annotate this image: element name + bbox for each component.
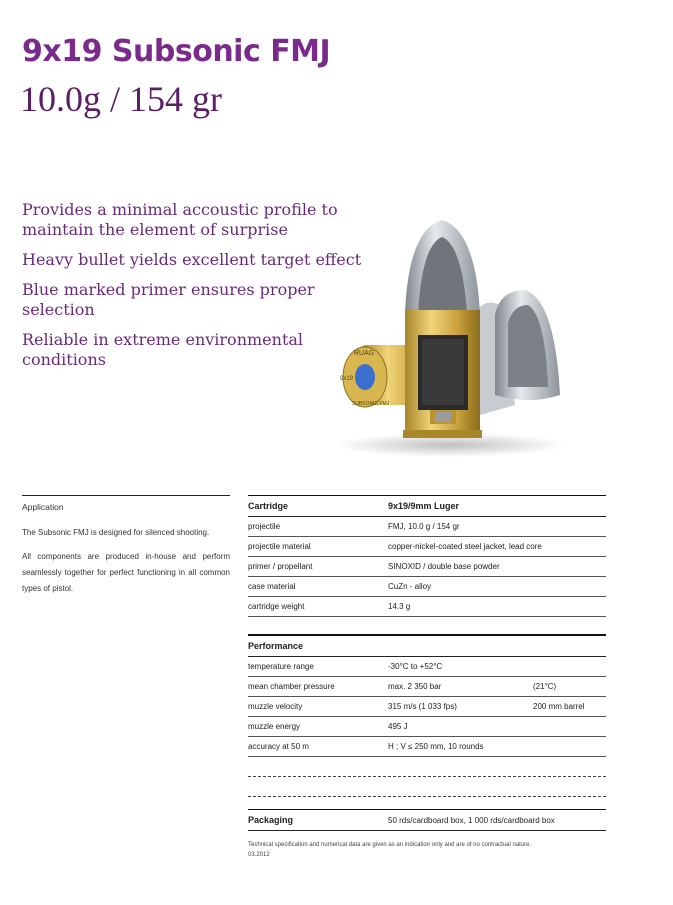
- spec-label: accuracy at 50 m: [248, 742, 309, 751]
- spec-value: -30°C to +52°C: [388, 662, 443, 671]
- table-row: [248, 597, 606, 617]
- spec-value: copper-nickel-coated steel jacket, lead core: [388, 542, 542, 551]
- headstamp-text: SUBSONIC FMJ: [352, 401, 390, 407]
- packaging-heading: Packaging: [248, 815, 294, 825]
- document-date: 03.2012: [248, 852, 270, 858]
- spec-label: muzzle energy: [248, 722, 301, 731]
- footnote: [248, 840, 531, 860]
- table-row: [248, 517, 606, 537]
- spec-label: temperature range: [248, 662, 314, 671]
- table-row: [248, 717, 606, 737]
- application-paragraph: All components are produced in-house and perform seamlessly together for perfect functioning in all common types of pistol.: [22, 552, 230, 593]
- cartridge-caliber: 9x19/9mm Luger: [388, 501, 460, 511]
- table-row: [248, 677, 606, 697]
- spec-value: CuZn - alloy: [388, 582, 432, 591]
- spec-value: max. 2 350 bar: [388, 682, 442, 691]
- table-row: [248, 537, 606, 557]
- cartridge-heading: Cartridge: [248, 501, 289, 511]
- table-row: [248, 557, 606, 577]
- table-header-row: [248, 809, 606, 831]
- packaging-value: 50 rds/cardboard box, 1 000 rds/cardboard box: [388, 815, 555, 825]
- table-row: [248, 737, 606, 757]
- cartridge-table: [248, 495, 606, 617]
- feature-item: Provides a minimal accoustic profile to maintain the element of surprise: [22, 200, 338, 239]
- feature-item: Reliable in extreme environmental conditions: [22, 330, 304, 369]
- performance-table: [248, 634, 606, 797]
- powder-texture: [422, 339, 464, 405]
- packaging-table: [248, 809, 606, 831]
- headstamp-text: RUAG: [354, 350, 375, 357]
- empty-row: [248, 777, 606, 797]
- spec-value: 14.3 g: [388, 602, 411, 611]
- cartridge-cutaway-image: [330, 205, 580, 460]
- table-row: [248, 697, 606, 717]
- empty-row: [248, 757, 606, 777]
- spec-label: mean chamber pressure: [248, 682, 335, 691]
- table-header-row: [248, 495, 606, 517]
- feature-item: Heavy bullet yields excellent target effect: [22, 250, 362, 269]
- table-row: [248, 657, 606, 677]
- feature-list: [22, 200, 375, 380]
- spec-value: FMJ, 10.0 g / 154 gr: [388, 522, 460, 531]
- spec-value: SINOXID / double base powder: [388, 562, 500, 571]
- spec-label: primer / propellant: [248, 562, 313, 571]
- application-heading: Application: [22, 502, 64, 512]
- divider: [22, 495, 230, 496]
- spec-value: 315 m/s (1 033 fps): [388, 702, 457, 711]
- performance-heading: Performance: [248, 641, 304, 651]
- spec-value: 495 J: [388, 722, 408, 731]
- primer-blue: [355, 364, 375, 390]
- spec-label: projectile material: [248, 542, 311, 551]
- spec-label: cartridge weight: [248, 602, 305, 611]
- table-row: [248, 577, 606, 597]
- spec-extra: 200 mm barrel: [533, 702, 585, 711]
- table-header-row: [248, 634, 606, 657]
- product-weight-subtitle: 10.0g / 154 gr: [20, 79, 222, 119]
- primer-cup: [435, 412, 451, 422]
- product-title: 9x19 Subsonic FMJ: [22, 34, 331, 69]
- case-rim: [403, 430, 482, 438]
- feature-item: Blue marked primer ensures proper selection: [22, 280, 315, 319]
- application-section: [22, 495, 230, 605]
- application-paragraph: The Subsonic FMJ is designed for silenced shooting.: [22, 528, 210, 537]
- spec-label: case material: [248, 582, 296, 591]
- headstamp-text: 9x19: [340, 376, 354, 382]
- spec-label: muzzle velocity: [248, 702, 303, 711]
- spec-label: projectile: [248, 522, 281, 531]
- disclaimer-text: Technical specification and numerical data are given as an indication only and are of no contractual nature.: [248, 842, 532, 848]
- spec-extra: (21°C): [533, 682, 557, 691]
- spec-value: H ; V ≤ 250 mm, 10 rounds: [388, 742, 484, 751]
